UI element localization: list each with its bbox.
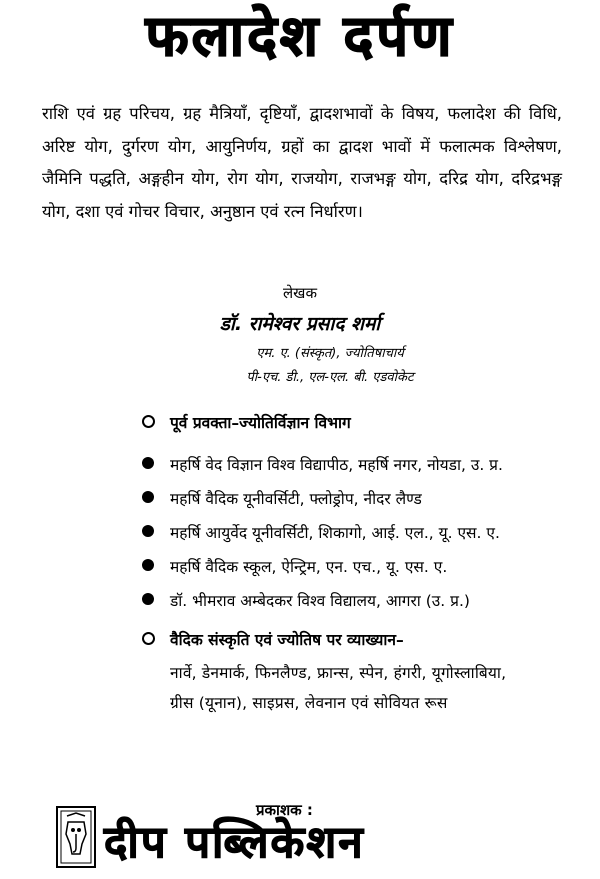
lectures-heading: वैदिक संस्कृति एवं ज्योतिष पर व्याख्यान– [170, 631, 404, 649]
author-credential-1: एम. ए. (संस्कृत), ज्योतिषाचार्य [256, 346, 404, 361]
bullet-icon [142, 525, 154, 537]
book-description: राशि एवं ग्रह परिचय, ग्रह मैत्रियाँ, दृष्टियाँ, द्वादशभावों के विषय, फलादेश की विधि, अरिष्ट योग, दुर्गरण योग, आयुनिर्णय, ग्रहों का द्वादश भावों में फलात्मक विश्लेषण, जैमिनि पद्धति, अङ्गहीन योग, रोग योग, राजयोग, राजभङ्ग योग, दरिद्र योग, दरिद्रभङ्ग योग, दशा एवं गोचर विचार, अनुष्ठान एवं रत्न निर्धारण। [42, 104, 562, 221]
list-item-text: महर्षि वैदिक यूनीवर्सिटी, फ्लोड्रोप, नीदर लैण्ड [170, 490, 422, 508]
bullet-icon [142, 593, 154, 605]
bullet-icon [142, 457, 154, 469]
author-credential-2: पी-एच. डी., एल-एल. बी. एडवोकेट [246, 370, 414, 385]
list-item-text: महर्षि वैदिक स्कूल, ऐन्ट्रिम, एन. एच., यू. एस. ए. [170, 558, 448, 576]
author-label: लेखक [283, 284, 317, 302]
bullet-icon [142, 491, 154, 503]
publisher-logo-icon [56, 806, 96, 868]
circle-bullet-icon [142, 632, 155, 645]
list-item-text: डॉ. भीमराव अम्बेदकर विश्व विद्यालय, आगरा (उ. प्र.) [170, 592, 470, 610]
former-position-text: पूर्व प्रवक्ता–ज्योतिर्विज्ञान विभाग [170, 414, 351, 432]
list-item-text: महर्षि वेद विज्ञान विश्व विद्यापीठ, महर्षि नगर, नोयडा, उ. प्र. [170, 456, 503, 474]
bullet-icon [142, 559, 154, 571]
book-title: फलादेश दर्पण [145, 4, 455, 69]
publisher-name: दीप पब्लिकेशन [104, 817, 365, 868]
countries-line-1: नार्वे, डेनमार्क, फिनलैण्ड, फ्रान्स, स्पेन, हंगरी, यूगोस्लाबिया, [170, 664, 507, 682]
circle-bullet-icon [142, 415, 155, 428]
publisher-label: प्रकाशक : [256, 801, 313, 819]
author-name: डॉ. रामेश्वर प्रसाद शर्मा [219, 313, 381, 335]
countries-line-2: ग्रीस (यूनान), साइप्रस, लेवनान एवं सोवियत रूस [170, 694, 448, 712]
elephant-logo-icon [58, 808, 94, 866]
list-item-text: महर्षि आयुर्वेद यूनीवर्सिटी, शिकागो, आई. एल., यू. एस. ए. [170, 524, 500, 542]
